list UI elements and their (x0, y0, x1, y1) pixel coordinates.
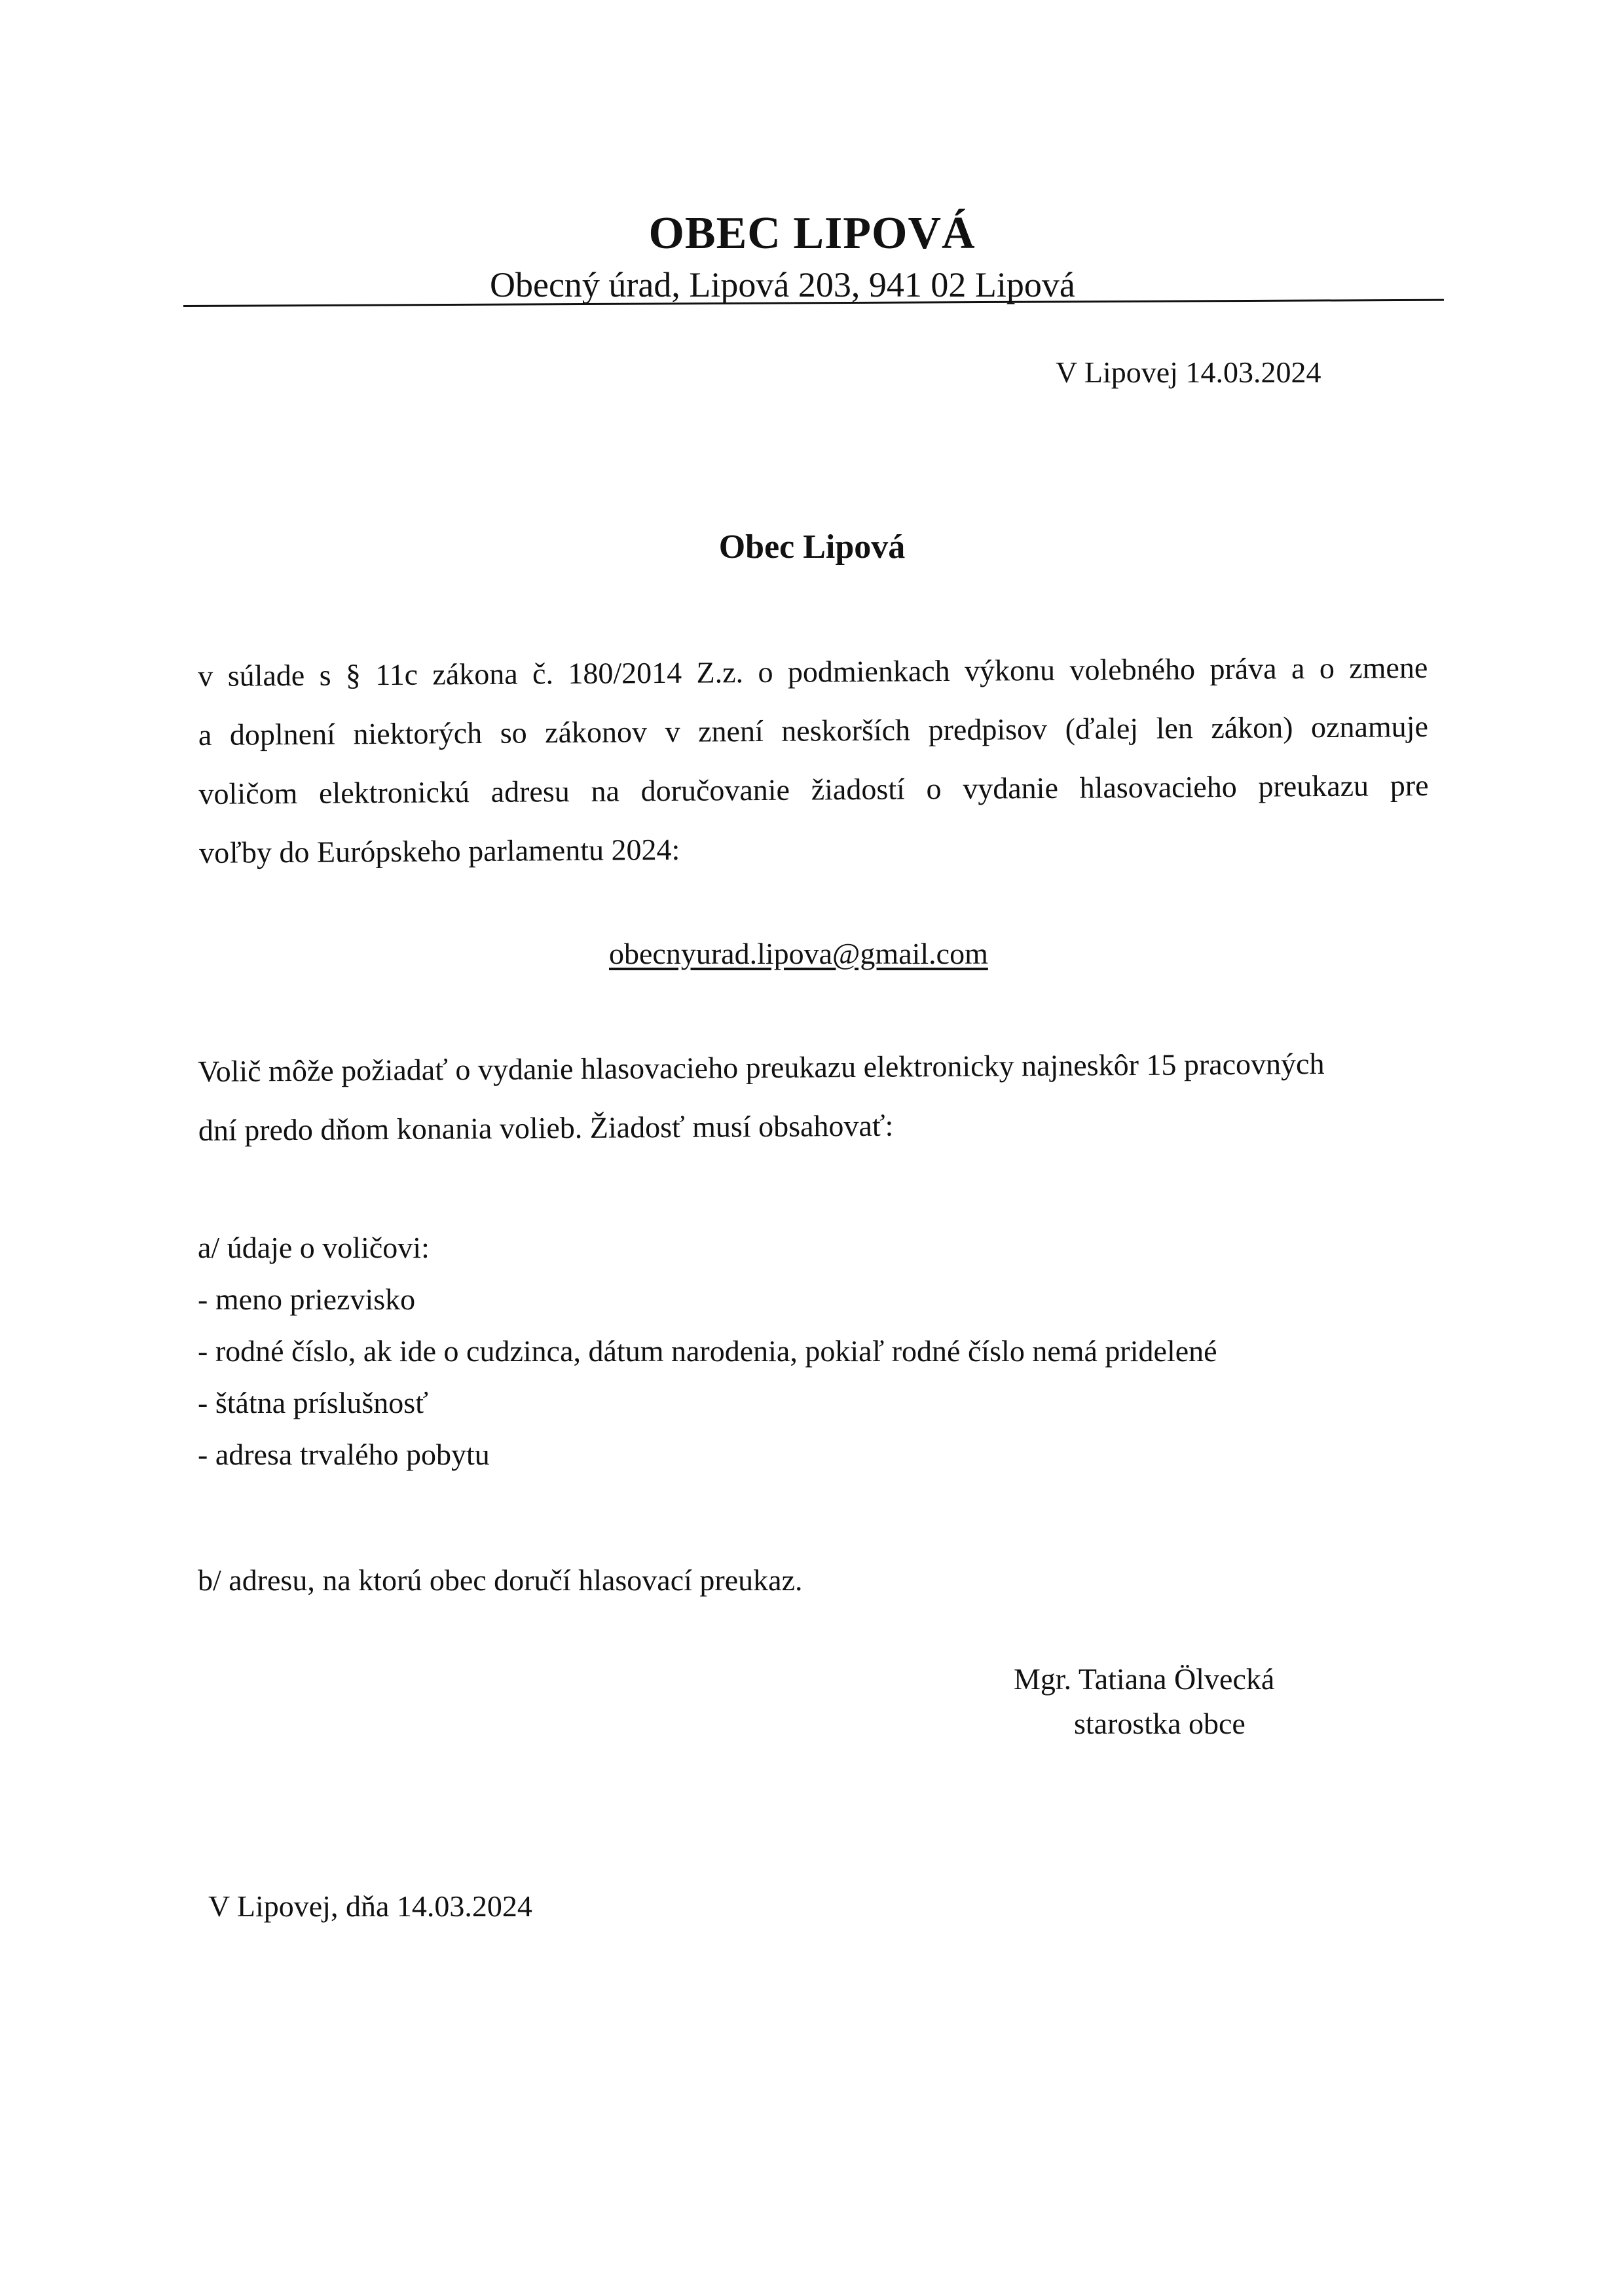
request-paragraph (198, 1034, 1437, 1160)
signatory-name: Mgr. Tatiana Ölvecká (1014, 1662, 1275, 1696)
date-bottom: V Lipovej, dňa 14.03.2024 (208, 1889, 532, 1923)
item-a-label: a/ údaje o voličovi: (198, 1231, 430, 1264)
list-item: - adresa trvalého pobytu (198, 1438, 490, 1471)
voter-data-list (198, 1222, 1217, 1480)
list-item: - meno priezvisko (198, 1283, 416, 1316)
email-address[interactable]: obecnyurad.lipova@gmail.com (609, 937, 988, 970)
intro-paragraph (198, 638, 1429, 883)
item-b: b/ adresu, na ktorú obec doručí hlasovací preukaz. (198, 1563, 803, 1597)
intro-line: a doplnení niektorých so zákonov v znení neskorších predpisov (ďalej len zákon) oznamuje (198, 709, 1429, 752)
list-item: - rodné číslo, ak ide o cudzinca, dátum narodenia, pokiaľ rodné číslo nemá pridelené (198, 1334, 1217, 1368)
intro-line: v súlade s § 11c zákona č. 180/2014 Z.z. o podmienkach výkonu volebného práva a o zmene (198, 650, 1428, 693)
intro-line: voličom elektronickú adresu na doručovanie žiadostí o vydanie hlasovacieho preukazu pre (198, 768, 1429, 811)
intro-line: voľby do Európskeho parlamentu 2024: (199, 832, 680, 869)
section-heading: Obec Lipová (718, 528, 906, 566)
request-line: dní predo dňom konania volieb. Žiadosť musí obsahovať: (198, 1108, 894, 1147)
date-top: V Lipovej 14.03.2024 (1056, 355, 1321, 389)
document-title: OBEC LIPOVÁ (648, 208, 976, 259)
list-item: - štátna príslušnosť (198, 1386, 428, 1419)
request-line: Volič môže požiadať o vydanie hlasovacieho preukazu elektronicky najneskôr 15 pracovných (198, 1046, 1325, 1088)
signatory-role: starostka obce (1074, 1707, 1246, 1740)
office-address: Obecný úrad, Lipová 203, 941 02 Lipová (490, 265, 1075, 304)
